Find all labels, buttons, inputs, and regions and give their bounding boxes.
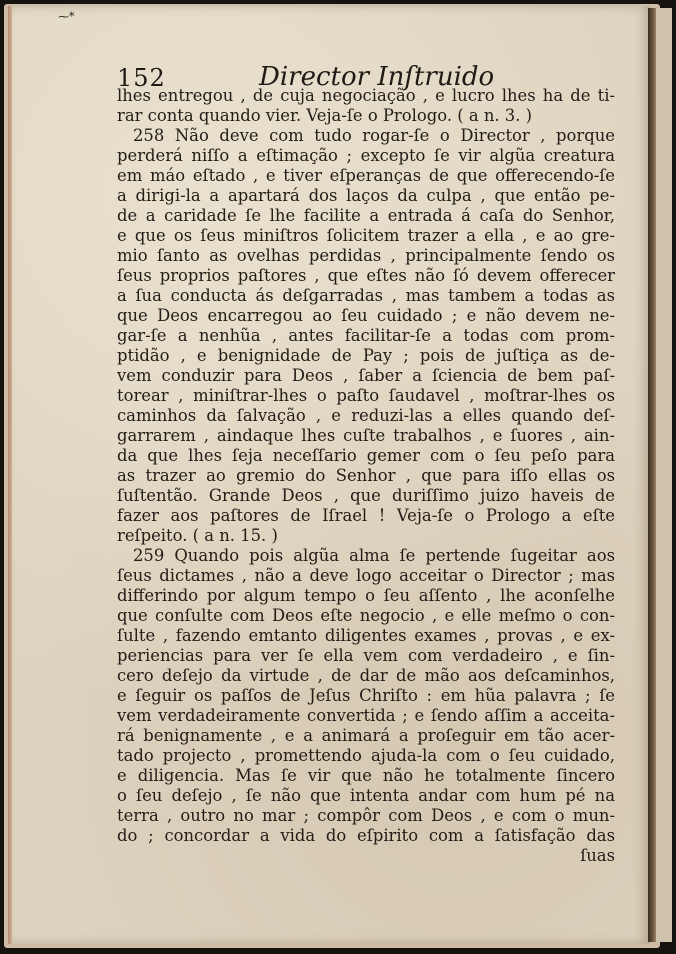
text-line: ſuſtentão. Grande Deos , que duriſſimo juizo haveis de: [117, 486, 615, 505]
text-line: e que os ſeus miniſtros ſolicitem trazer a ella , e ao gre-: [117, 226, 615, 245]
text-line: differindo por algum tempo o ſeu aſſento , lhe aconſelhe: [117, 586, 615, 605]
text-line: tado projecto , promettendo ajuda-la com o ſeu cuidado,: [117, 746, 615, 765]
text-line: a dirigi-la a apartará dos laços da culpa , que então pe-: [117, 186, 615, 205]
text-line: vem verdadeiramente convertida ; e ſendo aſſim a acceita-: [117, 706, 615, 725]
text-line: ſeus proprios paſtores , que eſtes não ſó devem offerecer: [117, 266, 615, 285]
text-line: ſulte , fazendo emtanto diligentes exames , provas , e ex-: [117, 626, 615, 645]
text-line: terra , outro no mar ; compôr com Deos , e com o mun-: [117, 806, 615, 825]
text-line: o ſeu deſejo , ſe não que intenta andar com hum pé na: [117, 786, 615, 805]
running-head: Director Inſtruido: [259, 62, 495, 92]
text-line: de a caridade ſe lhe facilite a entrada á caſa do Senhor,: [117, 206, 615, 225]
text-line: a ſua conducta ás deſgarradas , mas tambem a todas as: [117, 286, 615, 305]
text-line: que Deos encarregou ao ſeu cuidado ; e não devem ne-: [117, 306, 615, 325]
page-number: 152: [117, 64, 166, 92]
text-line: garrarem , aindaque lhes cuſte trabalhos , e ſuores , ain-: [117, 426, 615, 445]
text-line: que conſulte com Deos eſte negocio , e elle meſmo o con-: [117, 606, 615, 625]
text-line: em máo eſtado , e tiver eſperanças de que offerecendo-ſe: [117, 166, 615, 185]
text-line: reſpeito. ( a n. 15. ): [117, 526, 278, 545]
text-line: ſuas: [580, 846, 615, 865]
text-line: e ſeguir os paſſos de Jeſus Chriſto : em hũa palavra ; ſe: [117, 686, 615, 705]
text-line: periencias para ver ſe ella vem com verdadeiro , e ſin-: [117, 646, 615, 665]
body-text: [117, 86, 615, 866]
text-line: e diligencia. Mas ſe vir que não he totalmente ſincero: [117, 766, 615, 785]
text-line: torear , miniſtrar-lhes o paſto ſaudavel , moſtrar-lhes os: [117, 386, 615, 405]
text-line: gar-ſe a nenhũa , antes facilitar-ſe a todas com prom-: [117, 326, 615, 345]
text-line: vem conduzir para Deos , ſaber a ſciencia de bem paſ-: [117, 366, 615, 385]
text-line: ſeus dictames , não a deve logo acceitar o Director ; mas: [117, 566, 615, 585]
binding-gutter: [648, 8, 656, 942]
text-line: lhes entregou , de cuja negociação , e lucro lhes ha de ti-: [117, 86, 615, 105]
text-line: cero deſejo da virtude , de dar de mão aos deſcaminhos,: [117, 666, 615, 685]
text-line: caminhos da ſalvação , e reduzi-las a elles quando deſ-: [117, 406, 615, 425]
text-line: rar conta quando vier. Veja-ſe o Prologo. ( a n. 3. ): [117, 106, 533, 125]
text-line: da que lhes ſeja neceſſario gemer com o ſeu peſo para: [117, 446, 615, 465]
adjacent-page-edge: [656, 8, 672, 942]
text-line: 259 Quando pois algũa alma ſe pertende ſugeitar aos: [133, 546, 615, 565]
text-line: ptidão , e benignidade de Pay ; pois de juſtiça as de-: [117, 346, 615, 365]
text-line: 258 Não deve com tudo rogar-ſe o Director , porque: [133, 126, 615, 145]
text-line: rá benignamente , e a animará a proſeguir em tão acer-: [117, 726, 615, 745]
text-line: do ; concordar a vida do eſpirito com a ſatisfação das: [117, 826, 615, 845]
text-line: perderá niſſo a eſtimação ; excepto ſe vir algũa creatura: [117, 146, 615, 165]
text-line: fazer aos paſtores de Iſrael ! Veja-ſe o Prologo a eſte: [117, 506, 615, 525]
text-line: as trazer ao gremio do Senhor , que para iſſo ellas os: [117, 466, 615, 485]
text-line: mio ſanto as ovelhas perdidas , principalmente ſendo os: [117, 246, 615, 265]
printer-mark: ⁓*: [58, 10, 75, 23]
